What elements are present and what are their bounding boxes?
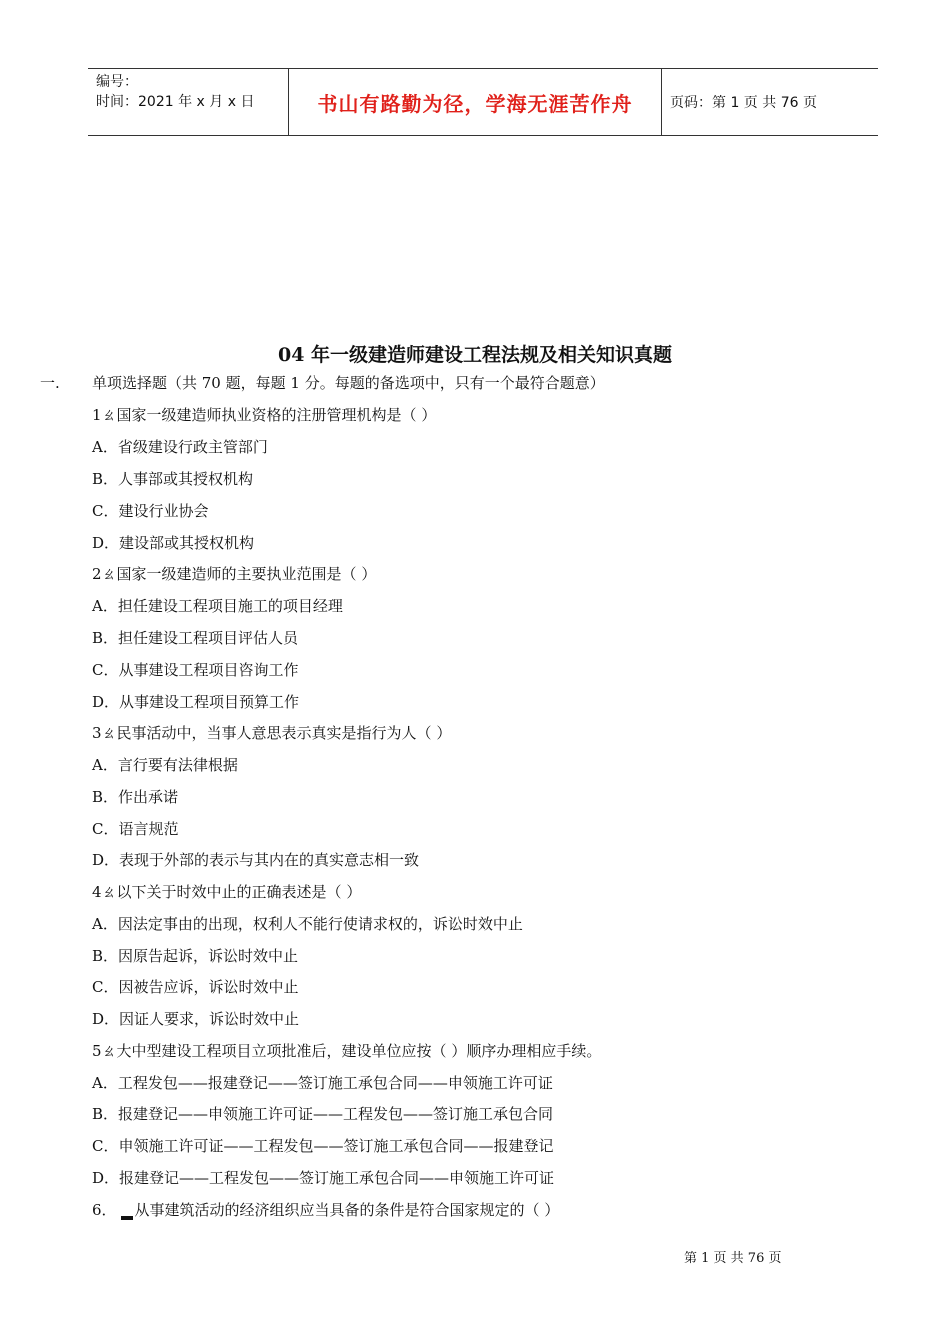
option-line: B．作出承诺 <box>92 788 179 806</box>
header-page-info <box>662 69 878 135</box>
option-line: B．因原告起诉，诉讼时效中止 <box>92 947 299 965</box>
option-line: D．报建登记——工程发包——签订施工承包合同——申领施工许可证 <box>92 1169 555 1187</box>
section-number: 一. <box>40 374 60 392</box>
page-header <box>88 68 878 136</box>
option-line: D．表现于外部的表示与其内在的真实意志相一致 <box>92 851 420 869</box>
option-line: B．担任建设工程项目评估人员 <box>92 629 299 647</box>
blank-mark-icon <box>121 1216 133 1220</box>
header-meta <box>88 69 288 135</box>
option-line: C．语言规范 <box>92 820 179 838</box>
option-line: D．建设部或其授权机构 <box>92 534 255 552</box>
option-line: D．因证人要求，诉讼时效中止 <box>92 1010 300 1028</box>
option-line: C．从事建设工程项目咨询工作 <box>92 661 299 679</box>
question-number: 6． <box>92 1201 117 1219</box>
header-motto-cell <box>288 69 662 135</box>
page-info-text: 页码：第 1 页 共 76 页 <box>670 95 817 111</box>
option-line: A．因法定事由的出现，权利人不能行使请求权的，诉讼时效中止 <box>92 915 523 933</box>
question-line: 5ㄠ大中型建设工程项目立项批准后，建设单位应按（ ）顺序办理相应手续。 <box>92 1042 602 1060</box>
section-heading <box>40 372 605 393</box>
time-label: 时间：2021 年 x 月 x 日 <box>96 94 255 110</box>
question-text: 从事建筑活动的经济组织应当具备的条件是符合国家规定的（ ） <box>134 1201 560 1219</box>
option-line: D．从事建设工程项目预算工作 <box>92 693 300 711</box>
question-line <box>92 1200 559 1220</box>
option-line: A．工程发包——报建登记——签订施工承包合同——申领施工许可证 <box>92 1074 553 1092</box>
option-line: B．报建登记——申领施工许可证——工程发包——签订施工承包合同 <box>92 1105 554 1123</box>
page-footer: 第 1 页 共 76 页 <box>684 1251 782 1266</box>
option-line: B．人事部或其授权机构 <box>92 470 254 488</box>
motto-text: 书山有路勤为径，学海无涯苦作舟 <box>317 91 633 116</box>
question-line: 2ㄠ国家一级建造师的主要执业范围是（ ） <box>92 565 377 583</box>
option-line: C．建设行业协会 <box>92 502 209 520</box>
option-line: A．担任建设工程项目施工的项目经理 <box>92 597 343 615</box>
option-line: C．因被告应诉，诉讼时效中止 <box>92 978 299 996</box>
serial-label: 编号： <box>96 74 138 90</box>
question-line: 3ㄠ民事活动中，当事人意思表示真实是指行为人（ ） <box>92 724 452 742</box>
document-title: 04 年一级建造师建设工程法规及相关知识真题 <box>277 344 673 366</box>
question-line: 4ㄠ以下关于时效中止的正确表述是（ ） <box>92 883 362 901</box>
option-line: C．申领施工许可证——工程发包——签订施工承包合同——报建登记 <box>92 1137 554 1155</box>
question-line: 1ㄠ国家一级建造师执业资格的注册管理机构是（ ） <box>92 406 437 424</box>
option-line: A．省级建设行政主管部门 <box>92 438 268 456</box>
option-line: A．言行要有法律根据 <box>92 756 238 774</box>
section-text: 单项选择题（共 70 题，每题 1 分。每题的备选项中，只有一个最符合题意） <box>92 374 605 392</box>
